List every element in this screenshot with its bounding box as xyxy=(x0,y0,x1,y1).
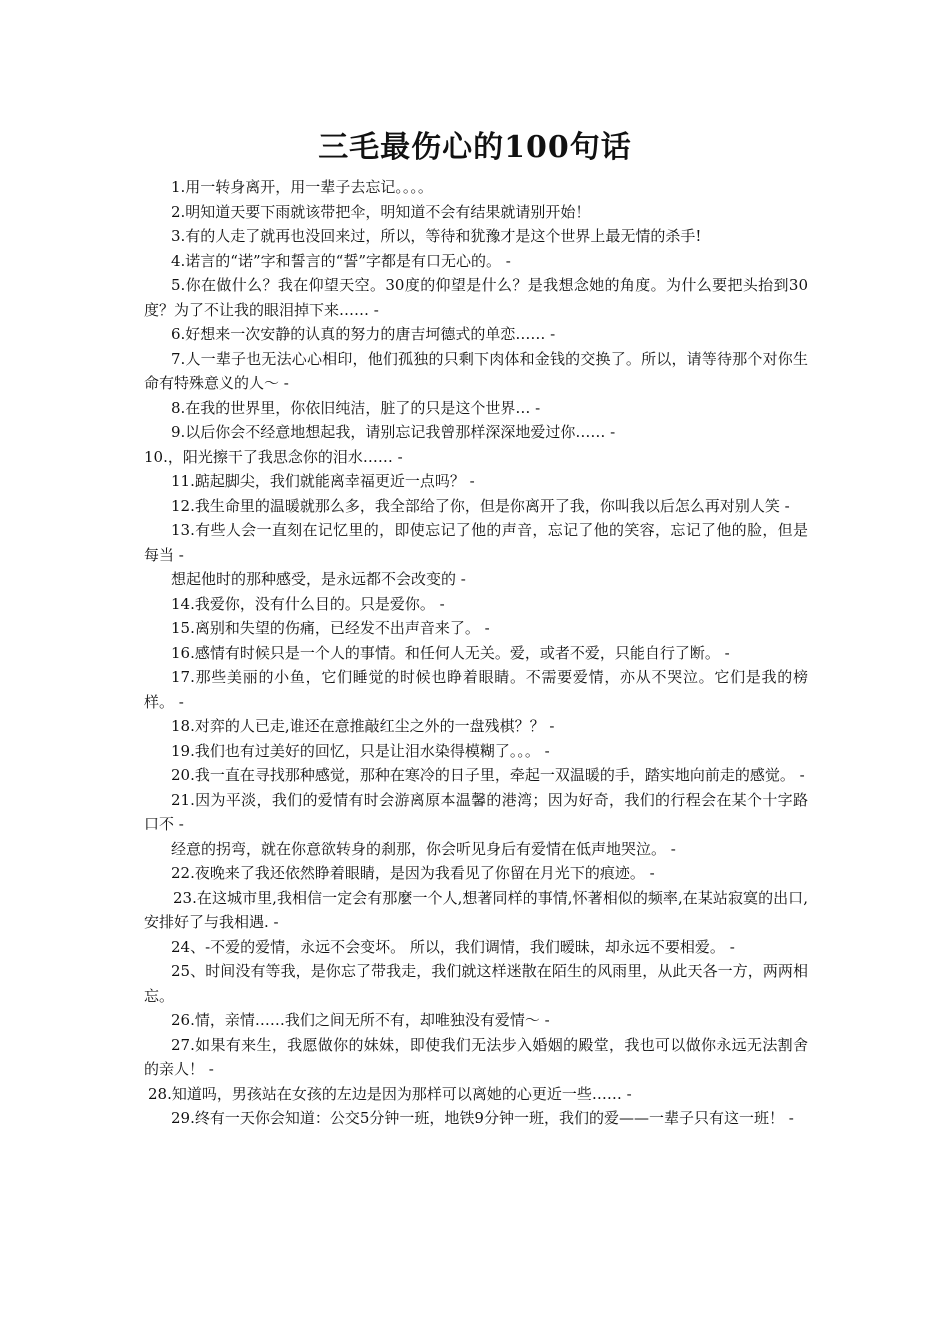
paragraph: 16.感情有时候只是一个人的事情。和任何人无关。爱，或者不爱，只能自行了断。 - xyxy=(171,643,730,662)
paragraph: 26.情，亲情……我们之间无所不有，却唯独没有爱情～ - xyxy=(171,1011,550,1029)
paragraph: 27.如果有来生，我愿做你的妹妹，即使我们无法步入婚姻的殿堂，我也可以做你永远无法割舍的亲人！ - xyxy=(144,1035,808,1078)
paragraph: 13.有些人会一直刻在记忆里的，即使忘记了他的声音，忘记了他的笑容，忘记了他的脸，但是每当 - xyxy=(144,521,808,564)
paragraph: 12.我生命里的温暖就那么多，我全部给了你，但是你离开了我，你叫我以后怎么再对别人笑 - xyxy=(171,496,790,515)
paragraph: 24、-不爱的爱情，永远不会变坏。 所以，我们调情，我们暧昧，却永远不要相爱。 - xyxy=(171,937,735,956)
paragraph: 4.诺言的“诺”字和誓言的“誓”字都是有口无心的。 - xyxy=(171,251,511,270)
paragraph: 20.我一直在寻找那种感觉，那种在寒冷的日子里，牵起一双温暖的手，踏实地向前走的感觉。 - xyxy=(171,766,805,784)
paragraph: 3.有的人走了就再也没回来过，所以，等待和犹豫才是这个世界上最无情的杀手! xyxy=(171,227,702,245)
paragraph: 想起他时的那种感受，是永远都不会改变的 - xyxy=(171,570,466,588)
paragraph: 7.人一辈子也无法心心相印，他们孤独的只剩下肉体和金钱的交换了。所以，请等待那个对你生命有特殊意义的人～ - xyxy=(144,349,808,392)
paragraph: 21.因为平淡，我们的爱情有时会游离原本温馨的港湾；因为好奇，我们的行程会在某个十字路口不 - xyxy=(144,790,808,833)
paragraph: 1.用一转身离开，用一辈子去忘记。。。。 xyxy=(171,178,433,196)
paragraph: 8.在我的世界里，你依旧纯洁，脏了的只是这个世界… - xyxy=(171,398,541,417)
paragraph: 22.夜晚来了我还依然睁着眼睛，是因为我看见了你留在月光下的痕迹。 - xyxy=(171,864,655,882)
paragraph: 14.我爱你，没有什么目的。只是爱你。 - xyxy=(171,594,445,613)
paragraph: 11.踮起脚尖，我们就能离幸福更近一点吗？ - xyxy=(171,472,475,490)
document-title: 三毛最伤心的100句话 xyxy=(318,130,632,165)
paragraph: 18.对弈的人已走,谁还在意推敲红尘之外的一盘残棋？？ - xyxy=(171,717,555,735)
paragraph: 23.在这城市里,我相信一定会有那麼一个人,想著同样的事情,怀著相似的频率,在某站寂寞的出口,安排好了与我相遇. - xyxy=(144,888,808,931)
paragraph: 5.你在做什么？我在仰望天空。30度的仰望是什么？是我想念她的角度。为什么要把头抬到30度？为了不让我的眼泪掉下来…… - xyxy=(144,276,808,319)
paragraph: 10.，阳光擦干了我思念你的泪水…… - xyxy=(144,447,403,466)
document-body xyxy=(144,175,808,1131)
paragraph: 19.我们也有过美好的回忆，只是让泪水染得模糊了。。。 - xyxy=(171,741,550,760)
paragraph: 6.好想来一次安静的认真的努力的唐吉坷德式的单恋…… - xyxy=(171,325,556,343)
paragraph: 经意的拐弯，就在你意欲转身的刹那，你会听见身后有爱情在低声地哭泣。 - xyxy=(171,839,676,858)
paragraph: 29.终有一天你会知道：公交5分钟一班，地铁9分钟一班，我们的爱——一辈子只有这一班！ - xyxy=(171,1109,794,1127)
paragraph: 9.以后你会不经意地想起我，请别忘记我曾那样深深地爱过你…… - xyxy=(171,423,616,441)
paragraph: 17.那些美丽的小鱼，它们睡觉的时候也睁着眼睛。不需要爱情，亦从不哭泣。它们是我的榜样。 - xyxy=(144,668,808,711)
paragraph: 15.离别和失望的伤痛，已经发不出声音来了。 - xyxy=(171,619,490,637)
paragraph: 25、时间没有等我，是你忘了带我走，我们就这样迷散在陌生的风雨里，从此天各一方，两两相 忘。 xyxy=(144,962,808,1005)
paragraph: 28.知道吗，男孩站在女孩的左边是因为那样可以离她的心更近一些…… - xyxy=(148,1084,632,1103)
paragraph: 2.明知道天要下雨就该带把伞，明知道不会有结果就请别开始！ xyxy=(171,202,591,221)
